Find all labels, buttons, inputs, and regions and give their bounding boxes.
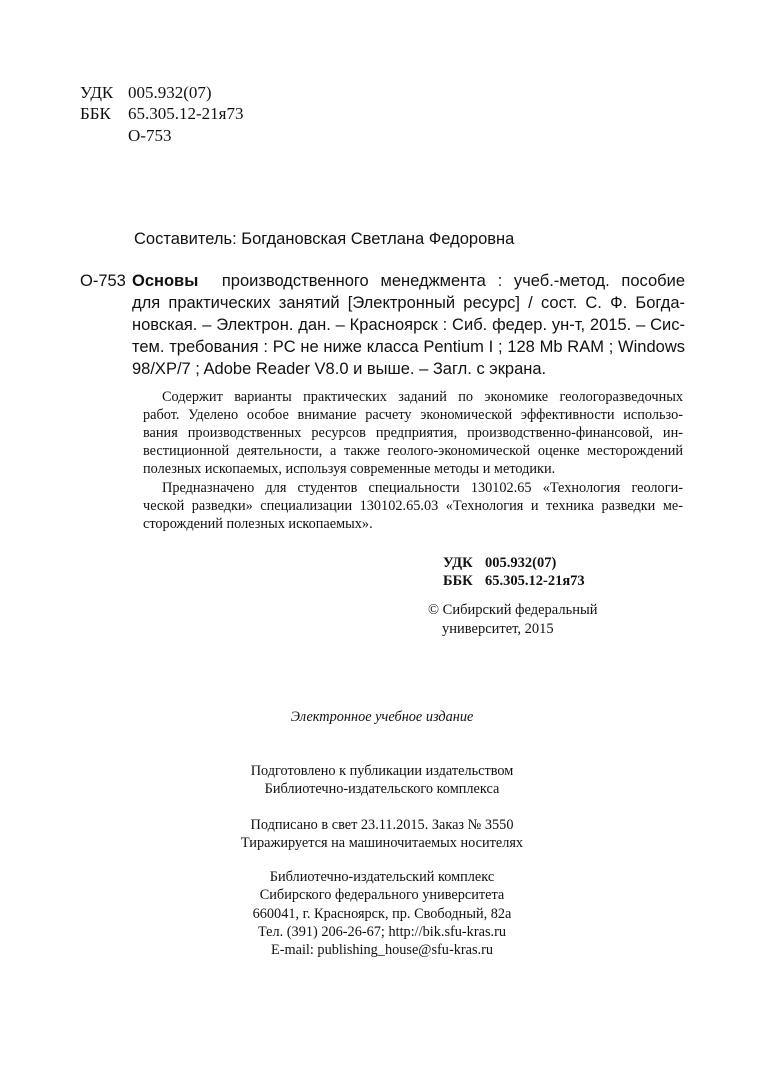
record-line-1-rest: производственного менеджмента : учеб.-метод. пособие bbox=[221, 272, 685, 290]
record-line-3: новская. – Электрон. дан. – Красноярск : Сиб. федер. ун-т, 2015. – Сис- bbox=[132, 316, 685, 334]
abstract-line: ческой разведки» специализации 130102.65.03 «Технология и техника разведки ме- bbox=[143, 498, 683, 514]
edition-type-text: Электронное учебное издание bbox=[290, 709, 474, 725]
copyright bbox=[428, 601, 597, 639]
udk-label: УДК bbox=[80, 83, 114, 102]
record-line-2: для практических занятий [Электронный ресурс] / сост. С. Ф. Богда- bbox=[132, 294, 685, 312]
abstract-line: вестиционной деятельности, а также геолого-экономической оценке месторождений bbox=[143, 443, 683, 459]
publisher-email[interactable]: E-mail: publishing_house@sfu-kras.ru bbox=[270, 942, 494, 959]
print-info-line-2: Тиражируется на машиночитаемых носителях bbox=[240, 835, 524, 852]
copyright-line-2: университет, 2015 bbox=[442, 621, 554, 637]
abstract-line: Предназначено для студентов специальности 130102.65 «Технология геологи- bbox=[162, 480, 683, 496]
copyright-line-1: © Сибирский федеральный bbox=[428, 602, 598, 618]
edition-type bbox=[0, 708, 764, 726]
udk-value: 005.932(07) bbox=[485, 555, 557, 571]
publisher-phone-site[interactable]: Тел. (391) 206-26-67; http://bik.sfu-kras.ru bbox=[257, 923, 506, 940]
bibliographic-record bbox=[132, 270, 685, 385]
prepared-line-1: Подготовлено к публикации издательством bbox=[250, 763, 514, 779]
publisher-line-1: Библиотечно-издательский комплекс bbox=[269, 869, 495, 885]
abstract-line: сторождений полезных ископаемых». bbox=[143, 516, 373, 532]
print-info bbox=[0, 816, 764, 853]
publisher-address: 660041, г. Красноярск, пр. Свободный, 82а bbox=[252, 905, 512, 922]
print-info-line-1: Подписано в свет 23.11.2015. Заказ № 3550 bbox=[250, 817, 514, 833]
record-line-4: тем. требования : PC не ниже класса Pentium I ; 128 Mb RAM ; Windows bbox=[132, 338, 685, 356]
publisher-block bbox=[0, 868, 764, 959]
prepared-line-2: Библиотечно-издательского комплекса bbox=[264, 781, 500, 798]
author-mark: О-753 bbox=[128, 126, 172, 145]
record-mark bbox=[80, 270, 126, 293]
abstract-line: вания производственных ресурсов предприятия, производственно-финансовой, ин- bbox=[143, 425, 683, 441]
publisher-line-2: Сибирского федерального университета bbox=[259, 887, 505, 904]
compiler-line: Составитель: Богдановская Светлана Федоровна bbox=[134, 230, 515, 248]
abstract-line: полезных ископаемых, используя современные методы и методики. bbox=[143, 461, 556, 477]
prepared-block bbox=[0, 762, 764, 799]
udk-value: 005.932(07) bbox=[128, 83, 212, 102]
record-title-bold: Основы bbox=[132, 272, 199, 290]
bbk-label: ББК bbox=[443, 573, 473, 589]
abstract-line: Содержит варианты практических заданий по экономике геологоразведочных bbox=[162, 389, 683, 405]
bbk-value: 65.305.12-21я73 bbox=[128, 104, 244, 123]
udk-label: УДК bbox=[443, 555, 473, 571]
bbk-label: ББК bbox=[80, 104, 111, 123]
record-line-5: 98/XP/7 ; Adobe Reader V8.0 и выше. – Загл. с экрана. bbox=[132, 360, 547, 378]
classification-bottom bbox=[443, 554, 643, 594]
abstract bbox=[143, 388, 683, 548]
bbk-value: 65.305.12-21я73 bbox=[485, 573, 585, 589]
record-mark-text: О-753 bbox=[80, 272, 126, 290]
abstract-line: работ. Уделено особое внимание расчету экономической эффективности использо- bbox=[143, 407, 683, 423]
record-line-1 bbox=[132, 270, 685, 293]
classification-top bbox=[80, 82, 280, 148]
